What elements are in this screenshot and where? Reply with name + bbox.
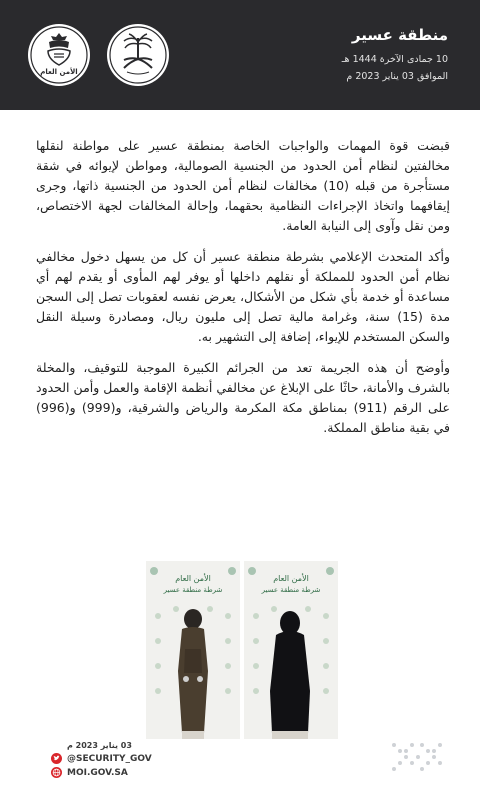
photo-banner-title: الأمن العام	[273, 574, 309, 583]
footer-date: 03 يناير 2023 م	[67, 741, 132, 750]
news-article	[36, 136, 450, 449]
suspect-photo-female	[244, 561, 338, 739]
hijri-date: 10 جمادى الآخرة 1444 هـ	[341, 54, 448, 65]
article-paragraph-1: قبضت قوة المهمات والواجبات الخاصة بمنطقة عسير على مواطنة لنقلها مخالفتين لنظام أمن الحدود من الجنسية الصومالية، ومواطن لإيوائه في شقة مستأجرة من قبله (10) مخالفات لنظام أمن الحدود من الجنسية ذاتها، وجرى إيقافهما واتخاذ الإجراءات النظامية بحقهما، وإحالة المخالفات لجهة الاختصاص، ومن نقل وآوى إلى النيابة العامة.	[36, 138, 450, 233]
ministry-emblem	[107, 24, 169, 86]
gregorian-date: الموافق 03 يناير 2023 م	[346, 71, 448, 82]
suspect-photo-male	[146, 561, 240, 739]
article-paragraph-2: وأكد المتحدث الإعلامي بشرطة منطقة عسير أن كل من يسهل دخول مخالفي نظام أمن الحدود للمملكة أو نقلهم داخلها أو يوفر لهم المأوى أو يقدم لهم أي مساعدة أو خدمة بأي شكل من الأشكال، يعرض نفسه لعقوبات تصل إلى السجن مدة (15) سنة، وغرامة مالية تصل إلى مليون ريال، ومصادرة وسيلة النقل والسكن المستخدم للإيواء، إضافة إلى التشهير به.	[36, 249, 451, 344]
photo-banner-title: الأمن العام	[175, 574, 211, 583]
header-bar	[0, 0, 480, 110]
police-emblem-icon	[28, 24, 90, 86]
region-title: منطقة عسير	[351, 26, 448, 44]
photo-banner-subtitle: شرطة منطقة عسير	[261, 586, 321, 594]
photo-banner-subtitle: شرطة منطقة عسير	[163, 586, 223, 594]
article-paragraph-3: وأوضح أن هذه الجريمة تعد من الجرائم الكبيرة الموجبة للتوقيف، والمخلة بالشرف والأمانة، حاثًا على الإبلاغ عن مخالفي أنظمة الإقامة والعمل وأمن الحدود على الرقم (911) بمناطق مكة المكرمة والرياض والشرقية، و(999) و(996) في بقية مناطق المملكة.	[36, 360, 450, 435]
palm-swords-icon	[107, 24, 169, 86]
public-security-logo	[28, 24, 90, 86]
twitter-icon	[51, 753, 62, 764]
website-link[interactable]: MOI.GOV.SA	[67, 768, 128, 778]
globe-icon	[51, 767, 62, 778]
dotted-pattern-logo	[388, 739, 446, 773]
public-security-label: الأمن العام	[40, 68, 78, 76]
twitter-handle-link[interactable]: @SECURITY_GOV	[67, 754, 152, 764]
